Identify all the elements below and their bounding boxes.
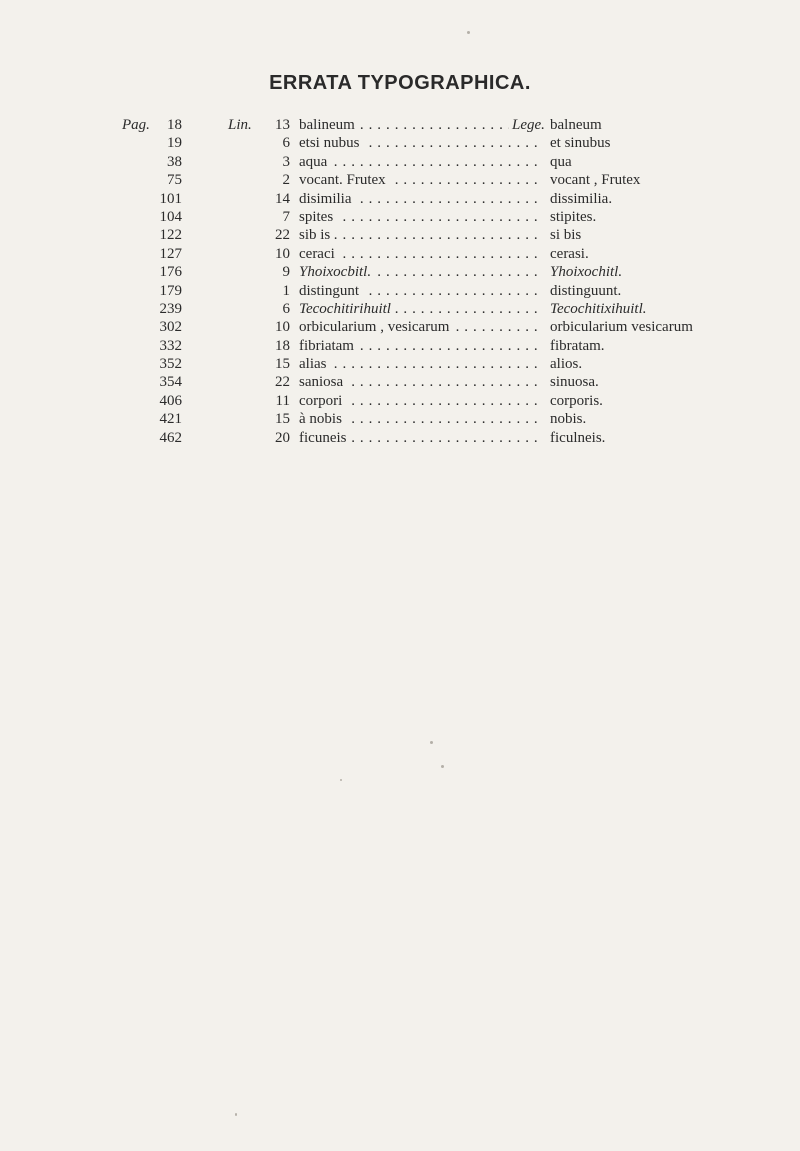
erroneous-text	[299, 300, 539, 318]
erroneous-text-value: à nobis	[299, 411, 346, 427]
corrected-text: balneum	[550, 117, 602, 133]
page-number: 354	[159, 374, 182, 391]
errata-row	[0, 245, 800, 263]
erroneous-text-value: distingunt	[299, 283, 363, 299]
erroneous-text-value: fibriatam	[299, 338, 358, 354]
line-number: 7	[282, 208, 290, 225]
erroneous-text-value: balineum	[299, 117, 359, 133]
errata-row	[0, 208, 800, 226]
line-number: 11	[275, 392, 290, 409]
errata-row	[0, 429, 800, 447]
corrected-text: et sinubus	[550, 135, 611, 152]
corrected-text: distinguunt.	[550, 282, 622, 299]
page-number: 462	[159, 429, 182, 446]
corrected-text: cerasi.	[550, 245, 589, 262]
paper-speck	[441, 765, 444, 768]
corrected-text: nobis.	[550, 411, 587, 428]
erroneous-text-value: saniosa	[299, 374, 347, 390]
erroneous-text	[299, 373, 539, 391]
erroneous-text	[299, 282, 539, 300]
corrected-text: sinuosa.	[550, 374, 599, 391]
erroneous-text-value: corpori	[299, 393, 346, 409]
line-number: 1	[282, 282, 290, 299]
errata-row	[0, 190, 800, 208]
corrected-text: ficulneis.	[550, 429, 606, 446]
page-number: 332	[159, 337, 182, 354]
paper-speck	[235, 1113, 237, 1116]
header-pag: Pag.	[122, 117, 150, 133]
erroneous-text	[299, 429, 539, 447]
line-number: 10	[275, 245, 290, 262]
errata-row	[0, 318, 800, 336]
line-number: 13	[275, 117, 290, 133]
erroneous-text-value: vocant. Frutex	[299, 172, 390, 188]
erroneous-text-value: orbicularium , vesicarum	[299, 319, 453, 335]
line-number: 3	[282, 153, 290, 170]
line-number: 9	[282, 264, 290, 281]
page-number: 179	[159, 282, 182, 299]
errata-row	[0, 300, 800, 318]
erroneous-text	[299, 153, 539, 171]
erroneous-text-value: alias	[299, 356, 331, 372]
corrected-text: alios.	[550, 356, 583, 373]
lege-label: Lege.	[509, 116, 545, 134]
page-number: 176	[159, 264, 182, 281]
line-number: 20	[275, 429, 290, 446]
erroneous-text	[299, 263, 539, 281]
corrected-text: dissimilia.	[550, 190, 613, 207]
errata-row	[0, 226, 800, 244]
erroneous-text-value: spites	[299, 209, 337, 225]
page-number: 75	[167, 172, 182, 189]
errata-row	[0, 410, 800, 428]
errata-list	[0, 116, 800, 447]
page-number: 122	[159, 227, 182, 244]
page-number: 421	[159, 411, 182, 428]
erroneous-text	[299, 318, 539, 336]
erroneous-text-value: Yhoixocbitl.	[299, 264, 375, 280]
erroneous-text-value: disimilia	[299, 191, 356, 207]
corrected-text: si bis	[550, 227, 582, 244]
page-number: 104	[159, 208, 182, 225]
page-number: 406	[159, 392, 182, 409]
page-number: 127	[159, 245, 182, 262]
corrected-text: orbicularium vesicarum	[550, 319, 693, 336]
errata-row	[0, 134, 800, 152]
erroneous-text-value: ficuneis	[299, 430, 350, 446]
line-number: 6	[282, 300, 290, 317]
line-number: 15	[275, 356, 290, 373]
errata-row	[0, 337, 800, 355]
erroneous-text	[299, 171, 539, 189]
erroneous-text	[299, 208, 539, 226]
corrected-text: stipites.	[550, 208, 597, 225]
line-number: 2	[282, 172, 290, 189]
corrected-text: corporis.	[550, 392, 603, 409]
erroneous-text	[299, 392, 539, 410]
line-number: 22	[275, 374, 290, 391]
errata-row	[0, 263, 800, 281]
errata-row	[0, 153, 800, 171]
paper-speck	[467, 31, 470, 34]
erroneous-text	[299, 355, 539, 373]
line-number: 14	[275, 190, 290, 207]
erroneous-text	[299, 410, 539, 428]
erroneous-text-value: sib is	[299, 227, 334, 243]
page-number: 352	[159, 356, 182, 373]
erroneous-text	[299, 134, 539, 152]
erroneous-text-value: aqua	[299, 154, 331, 170]
page-title: ERRATA TYPOGRAPHICA.	[269, 72, 531, 94]
corrected-text: vocant , Frutex	[550, 172, 641, 189]
errata-row	[0, 355, 800, 373]
corrected-text: fibratam.	[550, 337, 605, 354]
erroneous-text-value: ceraci	[299, 246, 339, 262]
corrected-text: Yhoixochitl.	[550, 264, 623, 281]
corrected-text: qua	[550, 153, 572, 170]
page-number: 239	[159, 300, 182, 317]
erroneous-text	[299, 226, 539, 244]
errata-row	[0, 171, 800, 189]
line-number: 6	[282, 135, 290, 152]
erroneous-text	[299, 337, 539, 355]
erroneous-text	[299, 245, 539, 263]
erroneous-text	[299, 190, 539, 208]
errata-row	[0, 373, 800, 391]
line-number: 15	[275, 411, 290, 428]
erroneous-text	[299, 116, 539, 134]
header-lin: Lin.	[228, 117, 252, 133]
errata-row	[0, 282, 800, 300]
line-number: 22	[275, 227, 290, 244]
page-number: 38	[167, 153, 182, 170]
paper-speck	[430, 741, 433, 744]
erroneous-text-value: etsi nubus	[299, 135, 363, 151]
line-number: 10	[275, 319, 290, 336]
paper-speck	[340, 779, 342, 781]
page-number: 302	[159, 319, 182, 336]
page-number: 101	[159, 190, 182, 207]
page-number: 19	[167, 135, 182, 152]
line-number: 18	[275, 337, 290, 354]
corrected-text: Tecochitixihuitl.	[550, 300, 647, 317]
erroneous-text-value: Tecochitirihuitl	[299, 301, 395, 317]
errata-row	[0, 116, 800, 134]
errata-row	[0, 392, 800, 410]
page-number: 18	[167, 117, 182, 133]
